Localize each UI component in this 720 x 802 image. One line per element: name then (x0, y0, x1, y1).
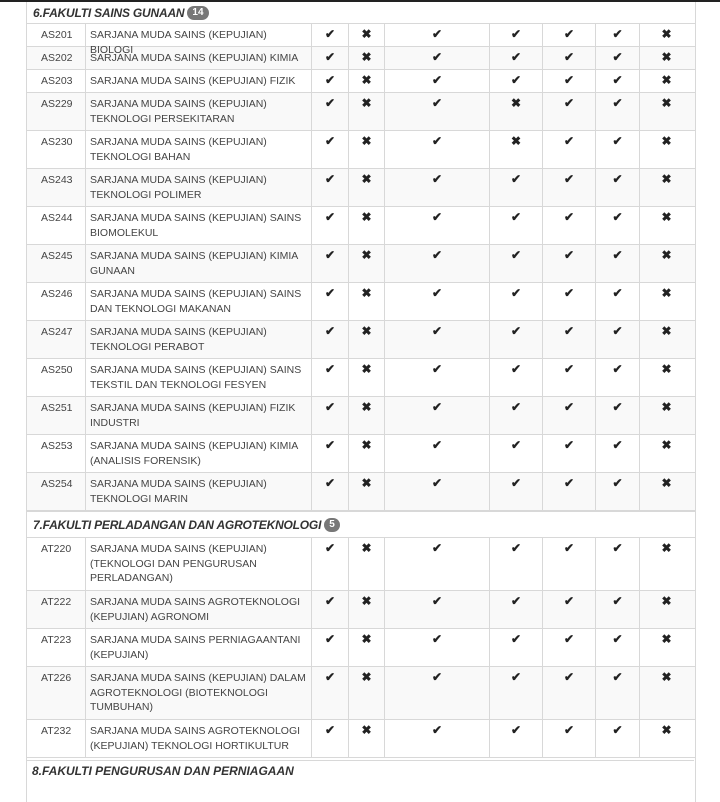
check-icon: ✔ (596, 24, 640, 46)
cross-icon: ✖ (349, 283, 385, 320)
check-icon: ✔ (312, 283, 349, 320)
check-icon: ✔ (490, 169, 543, 206)
check-icon: ✔ (490, 397, 543, 434)
cross-icon: ✖ (349, 667, 385, 719)
check-icon: ✔ (385, 93, 490, 130)
check-icon: ✔ (596, 435, 640, 472)
check-icon: ✔ (543, 207, 596, 244)
table-row (27, 359, 695, 397)
check-icon: ✔ (490, 591, 543, 628)
check-icon: ✔ (385, 629, 490, 666)
table-row (27, 245, 695, 283)
cross-icon: ✖ (349, 538, 385, 590)
table-row (27, 70, 695, 93)
cross-icon: ✖ (661, 27, 672, 41)
program-code: AT222 (27, 591, 86, 628)
check-icon: ✔ (596, 667, 640, 719)
cross-icon: ✖ (349, 47, 385, 69)
program-code: AS247 (27, 321, 86, 358)
program-code: AT226 (27, 667, 86, 719)
program-code: AT220 (27, 538, 86, 590)
count-badge: 14 (187, 6, 208, 20)
check-icon: ✔ (490, 47, 543, 69)
program-code: AS253 (27, 435, 86, 472)
check-icon: ✔ (385, 591, 490, 628)
check-icon: ✔ (385, 169, 490, 206)
check-icon: ✔ (596, 169, 640, 206)
check-icon: ✔ (596, 720, 640, 757)
check-icon: ✔ (490, 207, 543, 244)
check-icon: ✔ (385, 359, 490, 396)
check-icon: ✔ (596, 207, 640, 244)
table-row (27, 629, 695, 667)
program-name: SARJANA MUDA SAINS (KEPUJIAN) SAINS DAN TEKNOLOGI MAKANAN (86, 283, 312, 320)
cross-icon: ✖ (349, 720, 385, 757)
table-row (27, 591, 695, 629)
cross-icon: ✖ (661, 172, 672, 186)
check-icon: ✔ (312, 245, 349, 282)
program-code: AT223 (27, 629, 86, 666)
section-rows-6 (27, 24, 695, 511)
program-name: SARJANA MUDA SAINS (KEPUJIAN) KIMIA GUNAAN (86, 245, 312, 282)
check-icon: ✔ (490, 321, 543, 358)
table-row (27, 667, 695, 720)
check-icon: ✔ (543, 538, 596, 590)
cross-icon: ✖ (349, 70, 385, 92)
check-icon: ✔ (312, 93, 349, 130)
cross-icon: ✖ (490, 131, 543, 168)
program-code: AS202 (27, 47, 86, 69)
check-icon: ✔ (543, 591, 596, 628)
cross-icon: ✖ (349, 359, 385, 396)
check-icon: ✔ (312, 667, 349, 719)
check-icon: ✔ (490, 667, 543, 719)
check-icon: ✔ (596, 473, 640, 510)
check-icon: ✔ (312, 131, 349, 168)
check-icon: ✔ (312, 473, 349, 510)
cross-icon: ✖ (661, 362, 672, 376)
cross-icon: ✖ (349, 321, 385, 358)
check-icon: ✔ (543, 169, 596, 206)
program-name: SARJANA MUDA SAINS PERNIAGAANTANI (KEPUJIAN) (86, 629, 312, 666)
check-icon: ✔ (543, 283, 596, 320)
section-rows-7 (27, 538, 695, 758)
cross-icon: ✖ (661, 324, 672, 338)
program-code: AS230 (27, 131, 86, 168)
check-icon: ✔ (543, 70, 596, 92)
program-code: AS254 (27, 473, 86, 510)
cross-icon: ✖ (661, 632, 672, 646)
check-icon: ✔ (490, 435, 543, 472)
program-name: SARJANA MUDA SAINS (KEPUJIAN) KIMIA (86, 47, 312, 69)
cross-icon: ✖ (661, 96, 672, 110)
program-name: SARJANA MUDA SAINS (KEPUJIAN) (TEKNOLOGI DAN PENGURUSAN PERLADANGAN) (86, 538, 312, 590)
section-header-6 (27, 2, 695, 24)
check-icon: ✔ (312, 397, 349, 434)
table-row (27, 93, 695, 131)
check-icon: ✔ (543, 473, 596, 510)
table-row (27, 321, 695, 359)
check-icon: ✔ (490, 245, 543, 282)
check-icon: ✔ (490, 359, 543, 396)
check-icon: ✔ (596, 245, 640, 282)
check-icon: ✔ (596, 283, 640, 320)
program-code: AS250 (27, 359, 86, 396)
cross-icon: ✖ (349, 473, 385, 510)
table-row (27, 720, 695, 758)
check-icon: ✔ (385, 538, 490, 590)
check-icon: ✔ (312, 435, 349, 472)
program-name: SARJANA MUDA SAINS (KEPUJIAN) FIZIK (86, 70, 312, 92)
check-icon: ✔ (596, 359, 640, 396)
check-icon: ✔ (596, 131, 640, 168)
cross-icon: ✖ (349, 93, 385, 130)
check-icon: ✔ (385, 435, 490, 472)
table-row (27, 47, 695, 70)
program-code: AS251 (27, 397, 86, 434)
cross-icon: ✖ (661, 286, 672, 300)
program-code: AS243 (27, 169, 86, 206)
program-name: SARJANA MUDA SAINS (KEPUJIAN) DALAM AGROTEKNOLOGI (BIOTEKNOLOGI TUMBUHAN) (86, 667, 312, 719)
check-icon: ✔ (543, 131, 596, 168)
program-name: SARJANA MUDA SAINS (KEPUJIAN) SAINS TEKSTIL DAN TEKNOLOGI FESYEN (86, 359, 312, 396)
check-icon: ✔ (385, 131, 490, 168)
check-icon: ✔ (312, 321, 349, 358)
check-icon: ✔ (385, 70, 490, 92)
check-icon: ✔ (385, 473, 490, 510)
table-row (27, 207, 695, 245)
check-icon: ✔ (543, 667, 596, 719)
check-icon: ✔ (543, 397, 596, 434)
table-row (27, 538, 695, 591)
check-icon: ✔ (543, 359, 596, 396)
program-code: AS244 (27, 207, 86, 244)
check-icon: ✔ (312, 591, 349, 628)
program-name: SARJANA MUDA SAINS (KEPUJIAN) TEKNOLOGI PERSEKITARAN (86, 93, 312, 130)
cross-icon: ✖ (349, 169, 385, 206)
cross-icon: ✖ (661, 476, 672, 490)
program-name: SARJANA MUDA SAINS (KEPUJIAN) BIOLOGI (86, 24, 312, 46)
program-table (26, 2, 696, 802)
program-name: SARJANA MUDA SAINS (KEPUJIAN) TEKNOLOGI PERABOT (86, 321, 312, 358)
check-icon: ✔ (596, 629, 640, 666)
check-icon: ✔ (312, 629, 349, 666)
cross-icon: ✖ (661, 50, 672, 64)
table-row (27, 24, 695, 56)
check-icon: ✔ (490, 283, 543, 320)
check-icon: ✔ (312, 538, 349, 590)
check-icon: ✔ (543, 435, 596, 472)
check-icon: ✔ (543, 321, 596, 358)
table-row (27, 397, 695, 435)
table-row (27, 473, 695, 511)
program-code: AS245 (27, 245, 86, 282)
section-title: 7.FAKULTI PERLADANGAN DAN AGROTEKNOLOGI (33, 517, 322, 532)
program-name: SARJANA MUDA SAINS (KEPUJIAN) TEKNOLOGI MARIN (86, 473, 312, 510)
section-title: 6.FAKULTI SAINS GUNAAN (33, 5, 185, 20)
cross-icon: ✖ (349, 131, 385, 168)
program-code: AS229 (27, 93, 86, 130)
cross-icon: ✖ (349, 629, 385, 666)
cross-icon: ✖ (661, 73, 672, 87)
check-icon: ✔ (596, 47, 640, 69)
check-icon: ✔ (385, 720, 490, 757)
check-icon: ✔ (490, 70, 543, 92)
check-icon: ✔ (385, 667, 490, 719)
check-icon: ✔ (312, 47, 349, 69)
cross-icon: ✖ (349, 245, 385, 282)
program-name: SARJANA MUDA SAINS (KEPUJIAN) TEKNOLOGI BAHAN (86, 131, 312, 168)
section-header-7 (27, 511, 695, 538)
check-icon: ✔ (596, 538, 640, 590)
check-icon: ✔ (385, 47, 490, 69)
cross-icon: ✖ (661, 438, 672, 452)
check-icon: ✔ (385, 321, 490, 358)
program-name: SARJANA MUDA SAINS (KEPUJIAN) KIMIA (ANALISIS FORENSIK) (86, 435, 312, 472)
program-name: SARJANA MUDA SAINS AGROTEKNOLOGI (KEPUJIAN) AGRONOMI (86, 591, 312, 628)
cross-icon: ✖ (349, 397, 385, 434)
check-icon: ✔ (543, 629, 596, 666)
cross-icon: ✖ (661, 210, 672, 224)
cross-icon: ✖ (349, 24, 385, 46)
check-icon: ✔ (312, 207, 349, 244)
check-icon: ✔ (596, 321, 640, 358)
check-icon: ✔ (596, 397, 640, 434)
check-icon: ✔ (596, 93, 640, 130)
cross-icon: ✖ (490, 93, 543, 130)
check-icon: ✔ (312, 720, 349, 757)
cross-icon: ✖ (661, 723, 672, 737)
check-icon: ✔ (543, 720, 596, 757)
check-icon: ✔ (385, 283, 490, 320)
cross-icon: ✖ (661, 670, 672, 684)
check-icon: ✔ (596, 591, 640, 628)
cross-icon: ✖ (661, 594, 672, 608)
program-code: AS246 (27, 283, 86, 320)
table-row (27, 435, 695, 473)
table-row (27, 169, 695, 207)
table-row (27, 283, 695, 321)
next-section-header-cut (26, 760, 694, 778)
cross-icon: ✖ (349, 435, 385, 472)
check-icon: ✔ (490, 720, 543, 757)
cross-icon: ✖ (661, 541, 672, 555)
check-icon: ✔ (543, 47, 596, 69)
check-icon: ✔ (490, 24, 543, 46)
check-icon: ✔ (385, 207, 490, 244)
program-name: SARJANA MUDA SAINS (KEPUJIAN) TEKNOLOGI POLIMER (86, 169, 312, 206)
table-row (27, 131, 695, 169)
cross-icon: ✖ (661, 134, 672, 148)
check-icon: ✔ (596, 70, 640, 92)
program-name: SARJANA MUDA SAINS AGROTEKNOLOGI (KEPUJIAN) TEKNOLOGI HORTIKULTUR (86, 720, 312, 757)
program-name: SARJANA MUDA SAINS (KEPUJIAN) SAINS BIOMOLEKUL (86, 207, 312, 244)
program-name: SARJANA MUDA SAINS (KEPUJIAN) FIZIK INDUSTRI (86, 397, 312, 434)
cross-icon: ✖ (349, 591, 385, 628)
check-icon: ✔ (543, 245, 596, 282)
cross-icon: ✖ (661, 248, 672, 262)
check-icon: ✔ (312, 70, 349, 92)
check-icon: ✔ (385, 24, 490, 46)
section-title: 8.FAKULTI PENGURUSAN DAN PERNIAGAAN (32, 764, 294, 778)
program-code: AT232 (27, 720, 86, 757)
check-icon: ✔ (543, 93, 596, 130)
check-icon: ✔ (490, 538, 543, 590)
check-icon: ✔ (385, 245, 490, 282)
check-icon: ✔ (312, 24, 349, 46)
check-icon: ✔ (312, 169, 349, 206)
check-icon: ✔ (490, 629, 543, 666)
program-code: AS203 (27, 70, 86, 92)
check-icon: ✔ (490, 473, 543, 510)
check-icon: ✔ (543, 24, 596, 46)
check-icon: ✔ (385, 397, 490, 434)
cross-icon: ✖ (349, 207, 385, 244)
check-icon: ✔ (312, 359, 349, 396)
cross-icon: ✖ (661, 400, 672, 414)
count-badge: 5 (324, 518, 340, 532)
program-code: AS201 (27, 24, 86, 46)
